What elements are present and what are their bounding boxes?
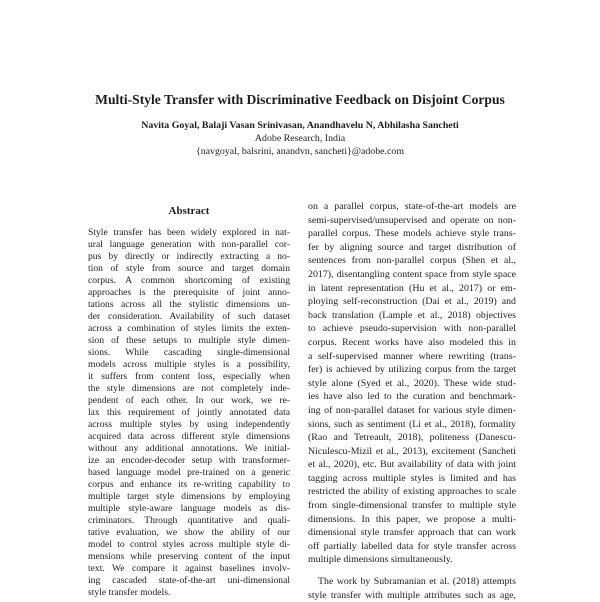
text-line: style alone (Syed et al., 2020). These wide stud-: [308, 377, 516, 389]
text-line: multiple style-aware language models as dis-: [88, 503, 290, 514]
text-line: lax this requirement of jointly annotated data: [88, 407, 290, 418]
text-line: sentences from non-parallel corpus (Shen et al.,: [308, 255, 516, 267]
text-line: models across multiple styles is a possibility,: [88, 359, 290, 370]
text-line: sions, such as sentiment (Li et al., 2018), formality: [308, 418, 516, 430]
text-line: semi-supervised/unsupervised and operate on non-: [308, 214, 516, 226]
text-line: Niculescu-Mizil et al., 2013), excitement (Sancheti: [308, 445, 516, 457]
text-line: parallel corpus. These models achieve style trans-: [308, 228, 516, 240]
text-line: across a combination of styles limits the exten-: [88, 323, 290, 334]
text-line: criminators. Through quantitative and quali-: [88, 515, 290, 526]
text-line: style transfer with multiple attributes such as age,: [308, 589, 516, 601]
text-line: tion of style from source and target domain: [88, 263, 290, 274]
text-line: fer by aligning source and target distribution of: [308, 241, 516, 253]
text-line: Style transfer has been widely explored in nat-: [88, 227, 290, 238]
text-line: tations across all the stylistic dimensions un-: [88, 299, 290, 310]
text-line: ies have also led to the curation and benchmark-: [308, 391, 516, 403]
text-line: in latent representation (Hu et al., 2017) or em-: [308, 282, 516, 294]
text-line: corpus. A common shortcoming of existing: [88, 275, 290, 286]
text-line: pus by directly or indirectly extracting a no-: [88, 251, 290, 262]
text-line: multiple dimensions simultaneously.: [308, 554, 453, 566]
text-line: sion of these setups to multiple style dimen-: [88, 335, 290, 346]
text-line: fer) is achieved by utilizing corpus from the target: [308, 364, 516, 376]
text-line: style transfer models.: [88, 587, 171, 598]
text-line: dimensions. In this paper, we propose a multi-: [308, 513, 516, 525]
text-line: from single-dimensional transfer to multiple style: [308, 500, 516, 512]
author-emails: {navgoyal, balsrini, anandvn, sancheti}@adobe.com: [195, 146, 405, 157]
text-line: based language model pre-trained on a generic: [88, 467, 290, 478]
text-line: text. We compare it against baselines involv-: [88, 563, 290, 574]
text-line: mensions while preserving content of the input: [88, 551, 290, 562]
text-line: ural language generation with non-parallel cor-: [88, 239, 290, 250]
text-line: the style dimensions are not completely inde-: [88, 383, 290, 394]
text-line: ing cascaded state-of-the-art uni-dimensional: [88, 575, 290, 586]
introduction-paragraph: [308, 200, 516, 567]
text-line: to achieve pseudo-supervision with non-parallel: [308, 323, 516, 335]
text-line: a self-supervised manner where rewriting (trans-: [308, 350, 516, 362]
text-line: 2017), disentangling content space from style space: [308, 268, 516, 280]
text-line: restricted the ability of existing approaches to scale: [308, 486, 516, 498]
text-line: on a parallel corpus, state-of-the-art models are: [308, 201, 516, 212]
text-line: approaches is the prerequisite of joint anno-: [88, 287, 290, 298]
abstract-body: [88, 227, 290, 599]
text-line: sions. While cascading single-dimensional: [88, 347, 290, 358]
text-line: ize an encoder-decoder setup with transformer-: [88, 455, 290, 466]
text-line: multiple target style dimensions by employing: [88, 491, 290, 502]
text-line: acquired data across different style dimensions: [88, 431, 290, 442]
text-line: tative evaluation, we show the ability of our: [88, 527, 290, 538]
text-line: The work by Subramanian et al. (2018) attempts: [318, 576, 516, 587]
text-line: et al., 2020), etc. But availability of data with joint: [308, 459, 516, 471]
text-line: der consideration. Availability of such dataset: [88, 311, 290, 322]
text-line: corpus and enhance its re-writing capability to: [88, 479, 290, 490]
text-line: (Rao and Tetreault, 2018), politeness (Danescu-: [308, 432, 516, 444]
text-line: pendent of each other. In our work, we re-: [88, 395, 290, 406]
text-line: across multiple styles by using independently: [88, 419, 290, 430]
text-line: ing of non-parallel dataset for various style dimen-: [308, 404, 516, 416]
introduction-paragraph-2: [308, 575, 516, 602]
abstract-heading: Abstract: [168, 205, 210, 217]
text-line: tagging across multiple styles is limited and has: [308, 472, 516, 484]
text-line: ploying self-reconstruction (Dai et al., 2019) and: [308, 296, 516, 308]
paper-title: Multi-Style Transfer with Discriminative Feedback on Disjoint Corpus: [95, 92, 505, 107]
text-line: corpus. Recent works have also modeled this in: [308, 336, 516, 348]
text-line: off partially labelled data for style transfer across: [308, 540, 516, 552]
text-line: back translation (Lample et al., 2018) objectives: [308, 309, 516, 321]
text-line: dimensional style transfer approach that can work: [308, 527, 516, 539]
text-line: without any additional annotations. We initial-: [88, 443, 290, 454]
text-line: it suffers from content loss, especially when: [88, 371, 290, 382]
author-list: Navita Goyal, Balaji Vasan Srinivasan, Anandhavelu N, Abhilasha Sancheti: [141, 120, 459, 131]
text-line: model to control styles across multiple style di-: [88, 539, 290, 550]
affiliation: Adobe Research, India: [254, 133, 346, 144]
